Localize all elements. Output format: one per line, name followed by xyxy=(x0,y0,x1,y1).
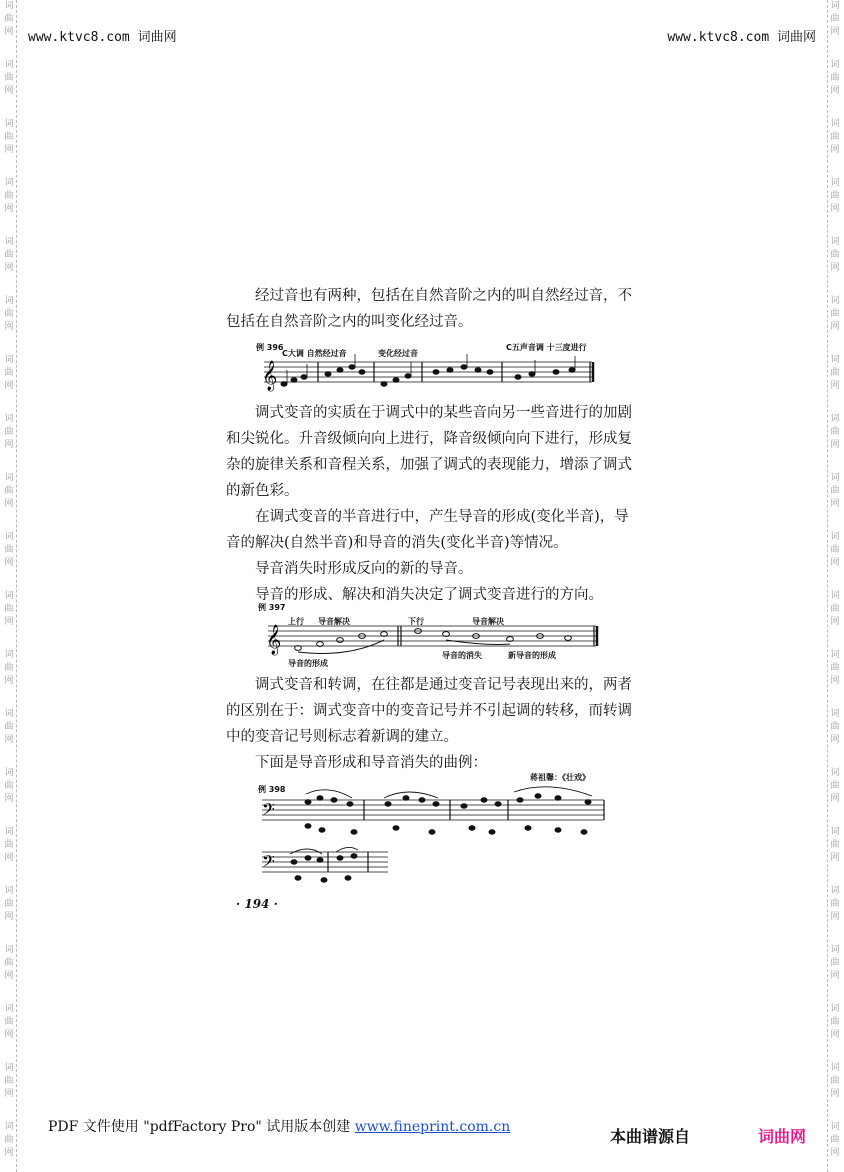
watermark-glyph: 词 xyxy=(830,650,840,660)
watermark-glyph: 曲 xyxy=(830,191,840,201)
paragraph-text: 调式变音和转调，在往都是通过变音记号表现出来的，两者的区别在于：调式变音中的变音记号并不引起调的转移，而转调中的变音记号则标志着新调的建立。 xyxy=(226,677,632,745)
watermark-name: 词曲网 xyxy=(776,30,816,45)
watermark-glyph: 词 xyxy=(830,1,840,11)
paragraph-text: 经过音也有两种，包括在自然音阶之内的叫自然经过音，不包括在自然音阶之内的叫变化经过音。 xyxy=(226,288,632,330)
watermark-glyph: 词 xyxy=(4,414,14,424)
watermark-glyph: 曲 xyxy=(830,722,840,732)
watermark-glyph: 词 xyxy=(4,1122,14,1132)
paragraph-text: 下面是导音形成和导音消失的曲例： xyxy=(255,755,487,771)
pdf-footer xyxy=(48,1116,510,1136)
example-number: 例 396 xyxy=(256,343,284,352)
watermark-glyph: 曲 xyxy=(4,1076,14,1086)
watermark-glyph: 网 xyxy=(830,145,840,155)
watermark-glyph: 曲 xyxy=(830,1017,840,1027)
treble-clef-icon: 𝄞 xyxy=(262,361,278,391)
watermark-glyph: 网 xyxy=(830,27,840,37)
watermark-glyph: 曲 xyxy=(830,545,840,555)
watermark-glyph: 曲 xyxy=(830,663,840,673)
watermark-glyph: 网 xyxy=(4,263,14,273)
watermark-glyph: 词 xyxy=(830,414,840,424)
watermark-glyph: 网 xyxy=(830,440,840,450)
watermark-glyph: 词 xyxy=(4,473,14,483)
watermark-glyph: 曲 xyxy=(830,73,840,83)
watermark-glyph: 词 xyxy=(830,60,840,70)
watermark-glyph: 曲 xyxy=(4,1017,14,1027)
watermark-glyph: 词 xyxy=(4,1,14,11)
example-label: C大调 自然经过音 xyxy=(282,349,347,358)
watermark-glyph: 曲 xyxy=(830,250,840,260)
music-example-396 xyxy=(256,340,596,392)
notes xyxy=(281,354,575,386)
watermark-url: www.ktvc8.com xyxy=(28,30,130,45)
watermark-glyph: 曲 xyxy=(4,14,14,24)
paragraph-block-modal-alteration xyxy=(226,400,636,608)
watermark-glyph: 网 xyxy=(830,676,840,686)
watermark-glyph: 词 xyxy=(4,532,14,542)
watermark-glyph: 词 xyxy=(4,1063,14,1073)
example-label: 导音解决 xyxy=(472,617,504,626)
watermark-glyph: 网 xyxy=(830,263,840,273)
watermark-glyph: 词 xyxy=(4,178,14,188)
watermark-glyph: 词 xyxy=(4,945,14,955)
watermark-glyph: 曲 xyxy=(830,840,840,850)
left-watermark-strip xyxy=(2,0,17,1172)
watermark-glyph: 词 xyxy=(4,237,14,247)
right-watermark-strip xyxy=(827,0,842,1172)
example-label: 新导音的形成 xyxy=(508,651,556,660)
source-label: 本曲谱源自 xyxy=(610,1127,691,1146)
paragraph-block-modulation xyxy=(226,672,636,776)
example-label: 下行 xyxy=(408,617,424,626)
watermark-glyph: 网 xyxy=(4,794,14,804)
staff-lines xyxy=(264,362,592,382)
watermark-glyph: 词 xyxy=(4,119,14,129)
watermark-glyph: 网 xyxy=(4,145,14,155)
example-number: 例 397 xyxy=(258,603,286,612)
watermark-glyph: 词 xyxy=(4,296,14,306)
music-example-397 xyxy=(258,600,600,672)
watermark-glyph: 词 xyxy=(830,178,840,188)
fineprint-link[interactable]: www.fineprint.com.cn xyxy=(354,1119,511,1135)
watermark-glyph: 曲 xyxy=(830,899,840,909)
watermark-glyph: 网 xyxy=(830,617,840,627)
watermark-glyph: 曲 xyxy=(830,1135,840,1145)
paragraph-passing-tones xyxy=(226,283,636,335)
treble-clef-icon: 𝄞 xyxy=(266,625,282,655)
watermark-glyph: 词 xyxy=(830,1004,840,1014)
watermark-glyph: 曲 xyxy=(4,191,14,201)
watermark-glyph: 曲 xyxy=(4,250,14,260)
watermark-glyph: 曲 xyxy=(4,1135,14,1145)
header-watermark-right xyxy=(667,26,816,45)
watermark-glyph: 曲 xyxy=(830,486,840,496)
watermark-glyph: 网 xyxy=(830,912,840,922)
watermark-glyph: 词 xyxy=(830,355,840,365)
watermark-glyph: 词 xyxy=(4,650,14,660)
watermark-glyph: 曲 xyxy=(4,486,14,496)
watermark-glyph: 词 xyxy=(4,709,14,719)
notes xyxy=(291,794,591,882)
watermark-glyph: 网 xyxy=(4,1089,14,1099)
watermark-glyph: 词 xyxy=(830,827,840,837)
page-number: · 194 · xyxy=(236,897,278,911)
watermark-glyph: 词 xyxy=(4,827,14,837)
site-logo[interactable]: 词曲网 xyxy=(758,1127,807,1146)
example-label: 导音解决 xyxy=(318,617,350,626)
music-example-398 xyxy=(258,770,610,886)
paragraph-text: 导音的形成、解决和消失决定了调式变音进行的方向。 xyxy=(255,587,603,603)
watermark-glyph: 网 xyxy=(4,853,14,863)
watermark-url: www.ktvc8.com xyxy=(667,30,770,45)
watermark-glyph: 词 xyxy=(830,768,840,778)
watermark-glyph: 网 xyxy=(4,322,14,332)
footer-text: PDF 文件使用 "pdfFactory Pro" 试用版本创建 xyxy=(48,1119,351,1135)
staff-lines xyxy=(262,800,604,872)
watermark-glyph: 词 xyxy=(4,591,14,601)
watermark-glyph: 网 xyxy=(830,558,840,568)
paragraph-text: 调式变音的实质在于调式中的某些音向另一些音进行的加剧和尖锐化。升音级倾向向上进行，降音级倾向向下进行，形成复杂的旋律关系和音程关系，加强了调式的表现能力，增添了调式的新色彩。 xyxy=(226,405,632,499)
watermark-glyph: 网 xyxy=(4,676,14,686)
watermark-glyph: 词 xyxy=(4,886,14,896)
watermark-glyph: 曲 xyxy=(4,840,14,850)
watermark-glyph: 词 xyxy=(830,591,840,601)
bass-clef-icon: 𝄢 xyxy=(262,851,275,875)
watermark-glyph: 词 xyxy=(4,1004,14,1014)
watermark-glyph: 网 xyxy=(830,853,840,863)
watermark-glyph: 词 xyxy=(830,709,840,719)
watermark-glyph: 网 xyxy=(4,86,14,96)
watermark-glyph: 曲 xyxy=(830,132,840,142)
watermark-glyph: 曲 xyxy=(830,427,840,437)
watermark-glyph: 曲 xyxy=(4,604,14,614)
watermark-glyph: 曲 xyxy=(4,722,14,732)
watermark-glyph: 网 xyxy=(830,86,840,96)
watermark-glyph: 网 xyxy=(830,381,840,391)
watermark-glyph: 曲 xyxy=(4,368,14,378)
watermark-glyph: 曲 xyxy=(830,309,840,319)
barlines xyxy=(328,800,604,872)
watermark-glyph: 曲 xyxy=(830,1076,840,1086)
watermark-glyph: 曲 xyxy=(4,545,14,555)
example-label: C五声音调 十三度进行 xyxy=(506,343,587,352)
watermark-glyph: 网 xyxy=(830,794,840,804)
watermark-glyph: 网 xyxy=(830,1030,840,1040)
watermark-glyph: 词 xyxy=(830,119,840,129)
watermark-glyph: 曲 xyxy=(4,73,14,83)
watermark-glyph: 曲 xyxy=(830,781,840,791)
watermark-name: 词曲网 xyxy=(137,30,177,45)
watermark-glyph: 网 xyxy=(4,499,14,509)
example-label: 变化经过音 xyxy=(378,349,418,358)
paragraph-text: 导音消失时形成反向的新的导音。 xyxy=(255,561,473,577)
watermark-glyph: 网 xyxy=(4,735,14,745)
watermark-glyph: 词 xyxy=(830,296,840,306)
watermark-glyph: 网 xyxy=(4,971,14,981)
watermark-glyph: 词 xyxy=(4,355,14,365)
watermark-glyph: 网 xyxy=(4,1148,14,1158)
watermark-glyph: 网 xyxy=(4,27,14,37)
watermark-glyph: 曲 xyxy=(4,899,14,909)
watermark-glyph: 词 xyxy=(830,1122,840,1132)
watermark-glyph: 网 xyxy=(830,735,840,745)
watermark-glyph: 曲 xyxy=(4,309,14,319)
watermark-glyph: 网 xyxy=(830,499,840,509)
watermark-glyph: 词 xyxy=(4,768,14,778)
watermark-glyph: 网 xyxy=(830,971,840,981)
bass-clef-icon: 𝄢 xyxy=(262,799,275,823)
watermark-glyph: 曲 xyxy=(830,604,840,614)
watermark-glyph: 网 xyxy=(4,440,14,450)
example-label: 导音的形成 xyxy=(288,659,328,668)
watermark-glyph: 词 xyxy=(830,237,840,247)
watermark-glyph: 网 xyxy=(830,322,840,332)
watermark-glyph: 网 xyxy=(830,204,840,214)
watermark-glyph: 曲 xyxy=(4,781,14,791)
slurs xyxy=(290,787,592,854)
watermark-glyph: 网 xyxy=(4,617,14,627)
example-label: 导音的消失 xyxy=(442,651,482,660)
example-source: 蒋祖馨：《壮戏》 xyxy=(530,773,590,782)
paragraph-text: 在调式变音的半音进行中，产生导音的形成(变化半音)，导音的解决(自然半音)和导音的消失(变化半音)等情况。 xyxy=(226,509,629,551)
watermark-glyph: 网 xyxy=(830,1089,840,1099)
watermark-glyph: 曲 xyxy=(830,958,840,968)
watermark-glyph: 曲 xyxy=(4,427,14,437)
watermark-glyph: 网 xyxy=(4,912,14,922)
watermark-glyph: 网 xyxy=(4,204,14,214)
watermark-glyph: 网 xyxy=(830,1148,840,1158)
watermark-glyph: 曲 xyxy=(830,368,840,378)
watermark-glyph: 词 xyxy=(830,473,840,483)
watermark-glyph: 词 xyxy=(830,532,840,542)
watermark-glyph: 词 xyxy=(4,60,14,70)
watermark-glyph: 词 xyxy=(830,886,840,896)
example-label: 上行 xyxy=(288,617,304,626)
watermark-glyph: 网 xyxy=(4,381,14,391)
header-watermark-left xyxy=(28,26,177,45)
watermark-glyph: 网 xyxy=(4,1030,14,1040)
watermark-glyph: 曲 xyxy=(4,132,14,142)
watermark-glyph: 网 xyxy=(4,558,14,568)
example-number: 例 398 xyxy=(258,785,286,794)
watermark-glyph: 曲 xyxy=(4,663,14,673)
watermark-glyph: 曲 xyxy=(830,14,840,24)
watermark-glyph: 曲 xyxy=(4,958,14,968)
watermark-glyph: 词 xyxy=(830,1063,840,1073)
watermark-glyph: 词 xyxy=(830,945,840,955)
